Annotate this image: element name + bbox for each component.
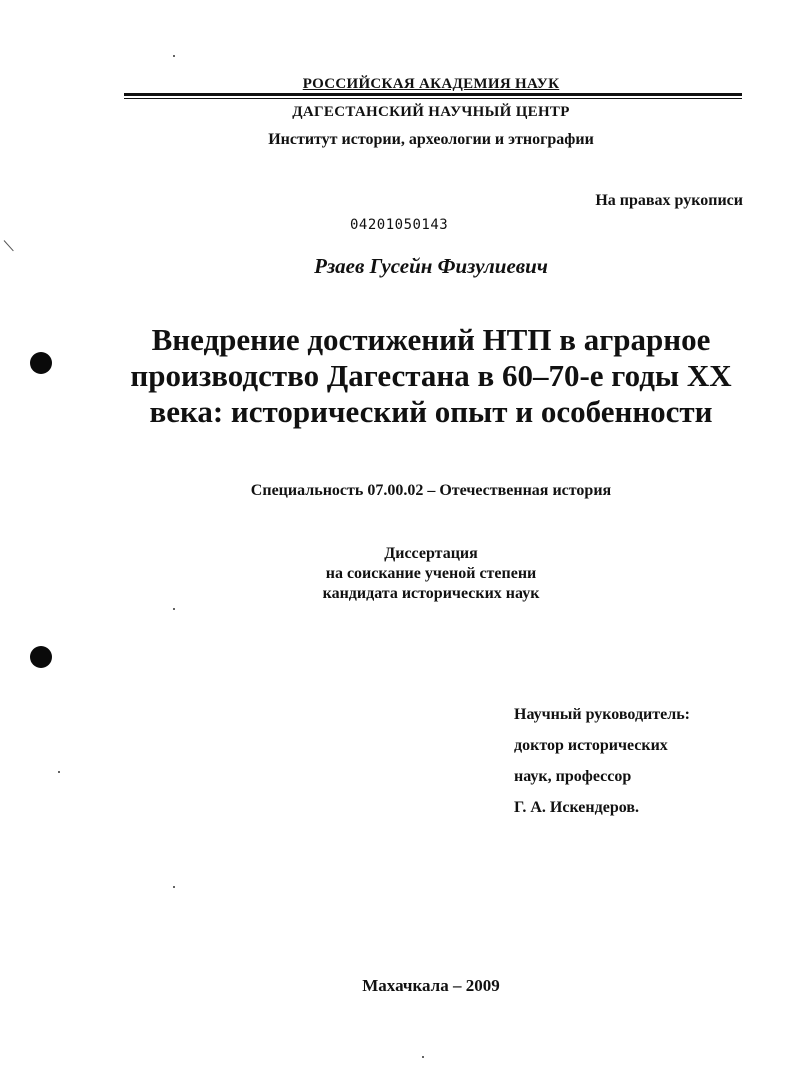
scan-scratch xyxy=(4,240,14,251)
scientific-center-name: ДАГЕСТАНСКИЙ НАУЧНЫЙ ЦЕНТР xyxy=(292,104,570,120)
scan-speck xyxy=(173,55,175,57)
scan-speck xyxy=(58,771,60,773)
supervisor-block xyxy=(514,699,690,823)
punch-hole-lower xyxy=(30,646,52,668)
supervisor-degree-line-2: наук, профессор xyxy=(514,768,632,785)
punch-hole-upper xyxy=(30,352,52,374)
supervisor-label: Научный руководитель: xyxy=(514,706,690,723)
scan-speck xyxy=(422,1056,424,1058)
title-line-1: Внедрение достижений НТП в аграрное xyxy=(151,322,711,357)
header-rule-thick xyxy=(124,93,742,96)
scan-speck xyxy=(173,608,175,610)
title-line-3: века: исторический опыт и особенности xyxy=(149,394,713,429)
title-line-2: производство Дагестана в 60–70-е годы XX xyxy=(130,358,732,393)
dissertation-title xyxy=(80,322,782,430)
supervisor-degree-line-1: доктор исторических xyxy=(514,737,668,754)
specialty: Специальность 07.00.02 – Отечественная история xyxy=(250,482,612,499)
header-rule-thin xyxy=(124,98,742,99)
serial-number: 04201050143 xyxy=(350,217,449,233)
rights-note: На правах рукописи xyxy=(595,192,743,209)
supervisor-name: Г. А. Искендеров. xyxy=(514,799,639,816)
author-name: Рзаев Гусейн Физулиевич xyxy=(314,254,548,278)
thesis-line-2: на соискание ученой степени xyxy=(325,565,537,582)
thesis-line-3: кандидата исторических наук xyxy=(322,585,540,602)
institute-name: Институт истории, археологии и этнографии xyxy=(268,131,594,148)
scan-speck xyxy=(173,886,175,888)
academy-name: РОССИЙСКАЯ АКАДЕМИЯ НАУК xyxy=(302,76,560,92)
thesis-line-1: Диссертация xyxy=(384,545,478,562)
thesis-description xyxy=(0,544,798,604)
city-year: Махачкала – 2009 xyxy=(362,976,500,995)
